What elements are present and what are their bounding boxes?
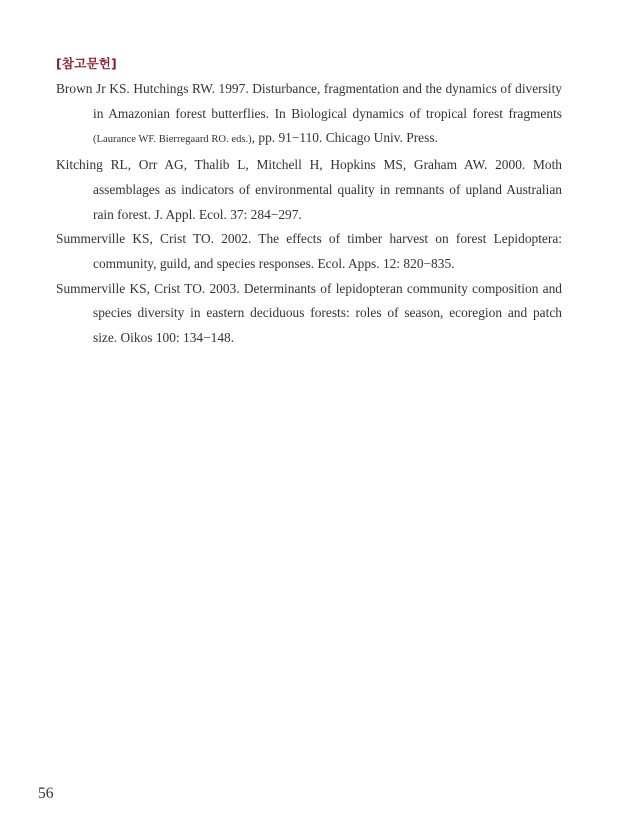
- reference-text: Brown Jr KS. Hutchings RW. 1997. Disturbance, fragmentation and the dynamics of diversity in Amazonian forest butterflies. In Biological dynamics of tropical forest fragments: [56, 81, 562, 121]
- reference-item: [56, 227, 562, 276]
- reference-item: [56, 77, 562, 153]
- references-heading: [참고문헌]: [56, 56, 117, 71]
- reference-text: Summerville KS, Crist TO. 2002. The effects of timber harvest on forest Lepidoptera: community, guild, and species responses. Ecol. Apps. 12: 820−835.: [56, 231, 562, 271]
- reference-list: [56, 77, 562, 351]
- reference-text: Kitching RL, Orr AG, Thalib L, Mitchell H, Hopkins MS, Graham AW. 2000. Moth assemblages as indicators of environmental quality in remnants of upland Australian rain forest. J. Appl. Ecol. 37: 284−297.: [56, 157, 562, 222]
- reference-text-tail: , pp. 91−110. Chicago Univ. Press.: [251, 130, 438, 146]
- reference-editors: (Laurance WF. Bierregaard RO. eds.): [93, 134, 252, 146]
- reference-item: [56, 277, 562, 351]
- reference-text: Summerville KS, Crist TO. 2003. Determinants of lepidopteran community composition and species diversity in eastern deciduous forests: roles of season, ecoregion and patch size. Oikos 100: 134−148.: [56, 280, 562, 346]
- reference-item: [56, 153, 562, 227]
- page-number: 56: [38, 785, 54, 802]
